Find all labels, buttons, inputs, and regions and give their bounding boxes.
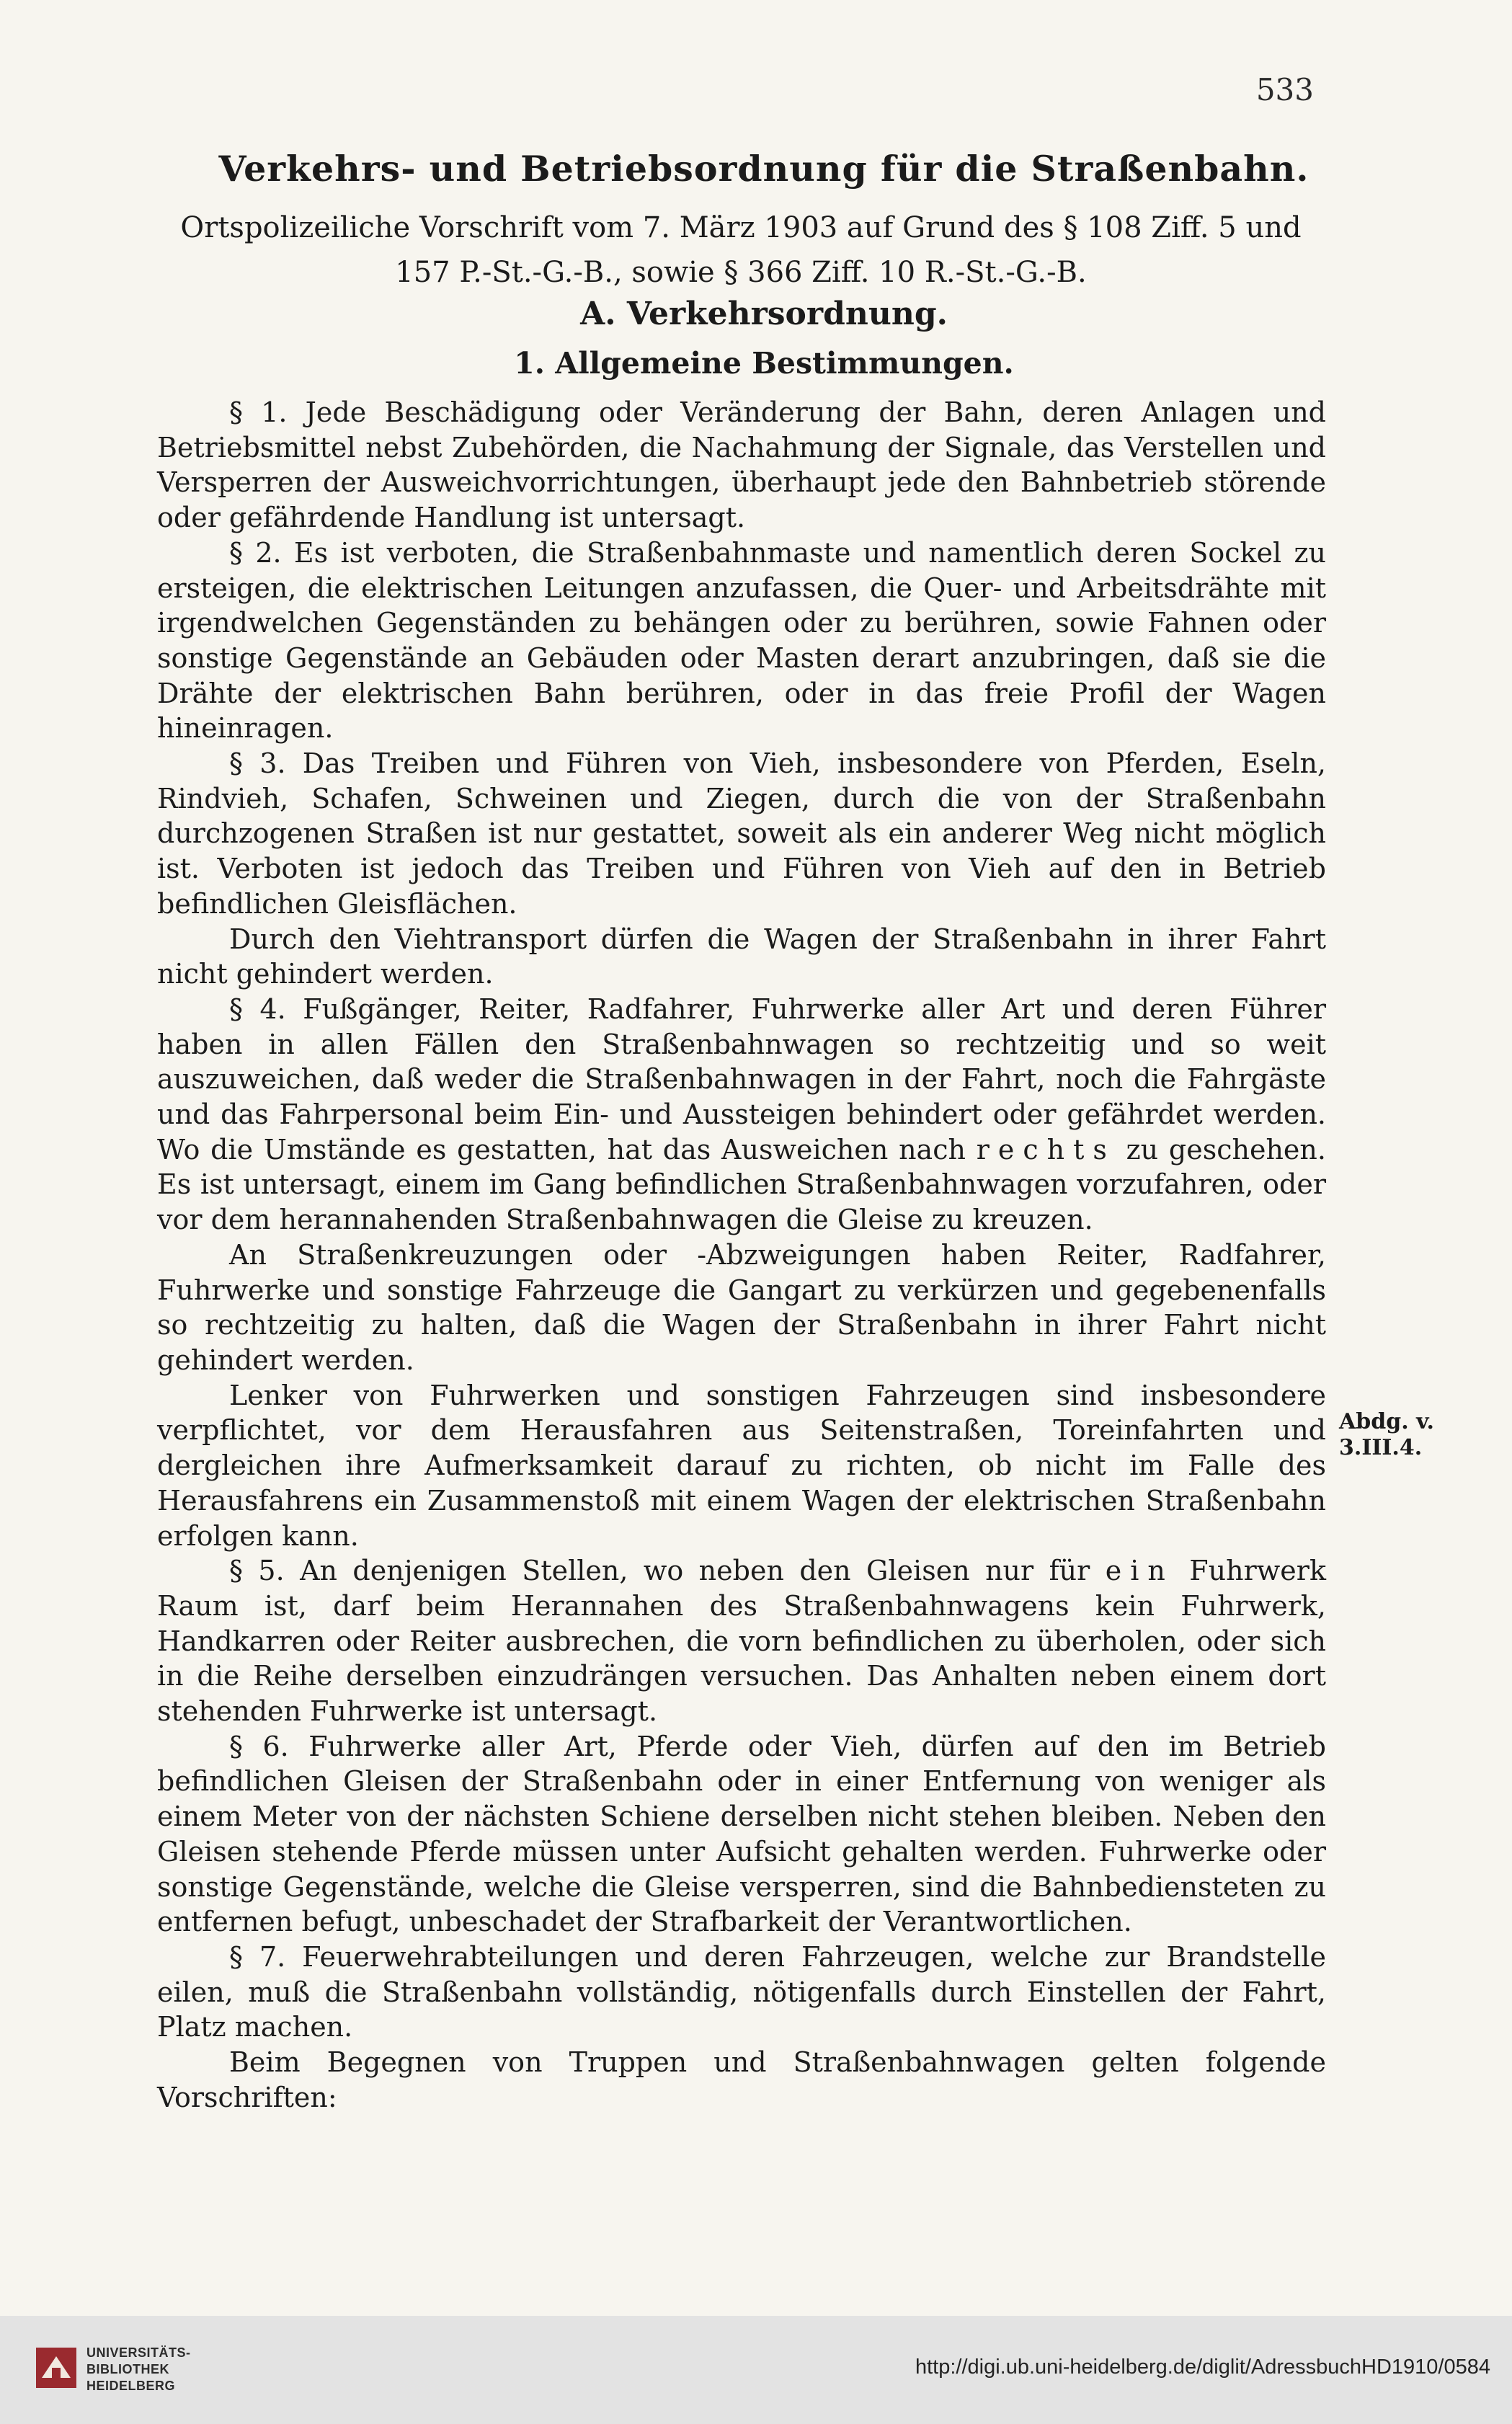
- paragraph-8: Beim Begegnen von Truppen und Straßenbahnwagen gelten folgende Vorschriften:: [157, 2046, 1326, 2113]
- library-logo-icon: [35, 2346, 78, 2389]
- document-subtitle: Ortspolizeiliche Vorschrift vom 7. März 1903 auf Grund des § 108 Ziff. 5 und 157 P.-St.-G.-B., sowie § 366 Ziff. 10 R.-St.-G.-B.: [180, 211, 1302, 289]
- section-heading-a: A. Verkehrsordnung.: [580, 296, 948, 332]
- document-title: Verkehrs- und Betriebsordnung für die Straßenbahn.: [218, 148, 1309, 190]
- margin-note-line-1: Abdg. v.: [1339, 1409, 1434, 1434]
- paragraph-4d: Lenker von Fuhrwerken und sonstigen Fahrzeugen sind insbesondere verpflichtet, vor dem Herausfahren aus Seitenstraßen, Toreinfahrten und dergleichen ihre Aufmerksamkeit darauf zu richten, ob nicht im Falle des Herausfahrens ein Zusammenstoß mit einem Wagen der elektrischen Straßenbahn erfolgen kann.: [157, 1379, 1326, 1552]
- paragraph-4c: An Straßenkreuzungen oder -Abzweigungen haben Reiter, Radfahrer, Fuhrwerke und sonstige Fahrzeuge die Gangart zu verkürzen und gegebenenfalls so rechtzeitig zu halten, daß die Wagen der Straßenbahn in ihrer Fahrt nicht gehindert werden.: [157, 1238, 1326, 1376]
- paragraph-7: § 7. Feuerwehrabteilungen und deren Fahrzeugen, welche zur Brandstelle eilen, muß die Straßenbahn vollständig, nötigenfalls durch Einstellen der Fahrt, Platz machen.: [157, 1940, 1326, 2043]
- margin-note: [1339, 1409, 1440, 1461]
- paragraph-1: § 1. Jede Beschädigung oder Veränderung der Bahn, deren Anlagen und Betriebsmittel nebst Zubehörden, die Nachahmung der Signale, das Verstellen und Versperren der Ausweichvorrichtungen, überhaupt jede den Bahnbetrieb störende oder gefährdende Handlung ist untersagt.: [157, 396, 1326, 534]
- paragraph-4-part-b: zu geschehen. Es ist untersagt, einem im Gang befindlichen Straßenbahnwagen vorzufahren, oder vor dem herannahenden Straßenbahnwagen die Gleise zu kreuzen.: [157, 1133, 1326, 1236]
- paragraph-5-part-b: Fuhrwerk Raum ist, darf beim Herannahen des Straßenbahnwagens kein Fuhrwerk, Handkarren oder Reiter ausbrechen, die vorn befindlichen zu überholen, oder sich in die Reihe derselben einzudrängen versuchen. Das Anhalten neben einem dort stehenden Fuhrwerke ist untersagt.: [157, 1555, 1326, 1728]
- paragraph-3: § 3. Das Treiben und Führen von Vieh, insbesondere von Pferden, Eseln, Rindvieh, Schafen, Schweinen und Ziegen, durch die von der Straßenbahn durchzogenen Straßen ist nur gestattet, soweit als ein anderer Weg nicht möglich ist. Verboten ist jedoch das Treiben und Führen von Vieh auf den in Betrieb befindlichen Gleisflächen.: [157, 747, 1326, 920]
- logo-line-3: HEIDELBERG: [86, 2379, 176, 2393]
- paragraph-5-part-a: § 5. An denjenigen Stellen, wo neben den Gleisen nur für: [229, 1555, 1090, 1587]
- body-text: [157, 395, 1326, 2115]
- paragraph-4: [157, 992, 1326, 1238]
- paragraph-4-spaced-word: rechts: [976, 1133, 1116, 1166]
- footer-bar: [0, 2316, 1512, 2424]
- logo-line-1: UNIVERSITÄTS-: [86, 2345, 191, 2360]
- library-logo-text: [86, 2345, 191, 2394]
- page-number: 533: [1255, 72, 1314, 107]
- permalink-url[interactable]: http://digi.ub.uni-heidelberg.de/diglit/AdressbuchHD1910/0584: [915, 2356, 1490, 2379]
- paragraph-5-spaced-word: ein: [1105, 1555, 1174, 1587]
- paragraph-4-part-a: § 4. Fußgänger, Reiter, Radfahrer, Fuhrwerke aller Art und deren Führer haben in allen Fällen den Straßenbahnwagen so rechtzeitig und so weit auszuweichen, daß weder die Straßenbahnwagen in der Fahrt, noch die Fahrgäste und das Fahrpersonal beim Ein- und Aussteigen behindert oder gefährdet werden. Wo die Umstände es gestatten, hat das Ausweichen nach: [157, 993, 1326, 1166]
- margin-note-line-2: 3.III.4.: [1339, 1435, 1423, 1460]
- paragraph-3b: Durch den Viehtransport dürfen die Wagen der Straßenbahn in ihrer Fahrt nicht gehindert werden.: [157, 923, 1326, 990]
- paragraph-5: [157, 1553, 1326, 1729]
- paragraph-2: § 2. Es ist verboten, die Straßenbahnmaste und namentlich deren Sockel zu ersteigen, die elektrischen Leitungen anzufassen, die Quer- und Arbeitsdrähte mit irgendwelchen Gegenständen zu behängen oder zu berühren, sowie Fahnen oder sonstige Gegenstände an Gebäuden oder Masten derart anzubringen, daß sie die Drähte der elektrischen Bahn berühren, oder in das freie Profil der Wagen hineinragen.: [157, 536, 1326, 745]
- paragraph-6: § 6. Fuhrwerke aller Art, Pferde oder Vieh, dürfen auf den im Betrieb befindlichen Gleisen der Straßenbahn oder in einer Entfernung von weniger als einem Meter von der nächsten Schiene derselben nicht stehen bleiben. Neben den Gleisen stehende Pferde müssen unter Aufsicht gehalten werden. Fuhrwerke oder sonstige Gegenstände, welche die Gleise versperren, sind die Bahnbediensteten zu entfernen befugt, unbeschadet der Strafbarkeit der Verantwortlichen.: [157, 1730, 1326, 1938]
- logo-line-2: BIBLIOTHEK: [86, 2362, 169, 2376]
- subsection-heading-1: 1. Allgemeine Bestimmungen.: [514, 346, 1014, 381]
